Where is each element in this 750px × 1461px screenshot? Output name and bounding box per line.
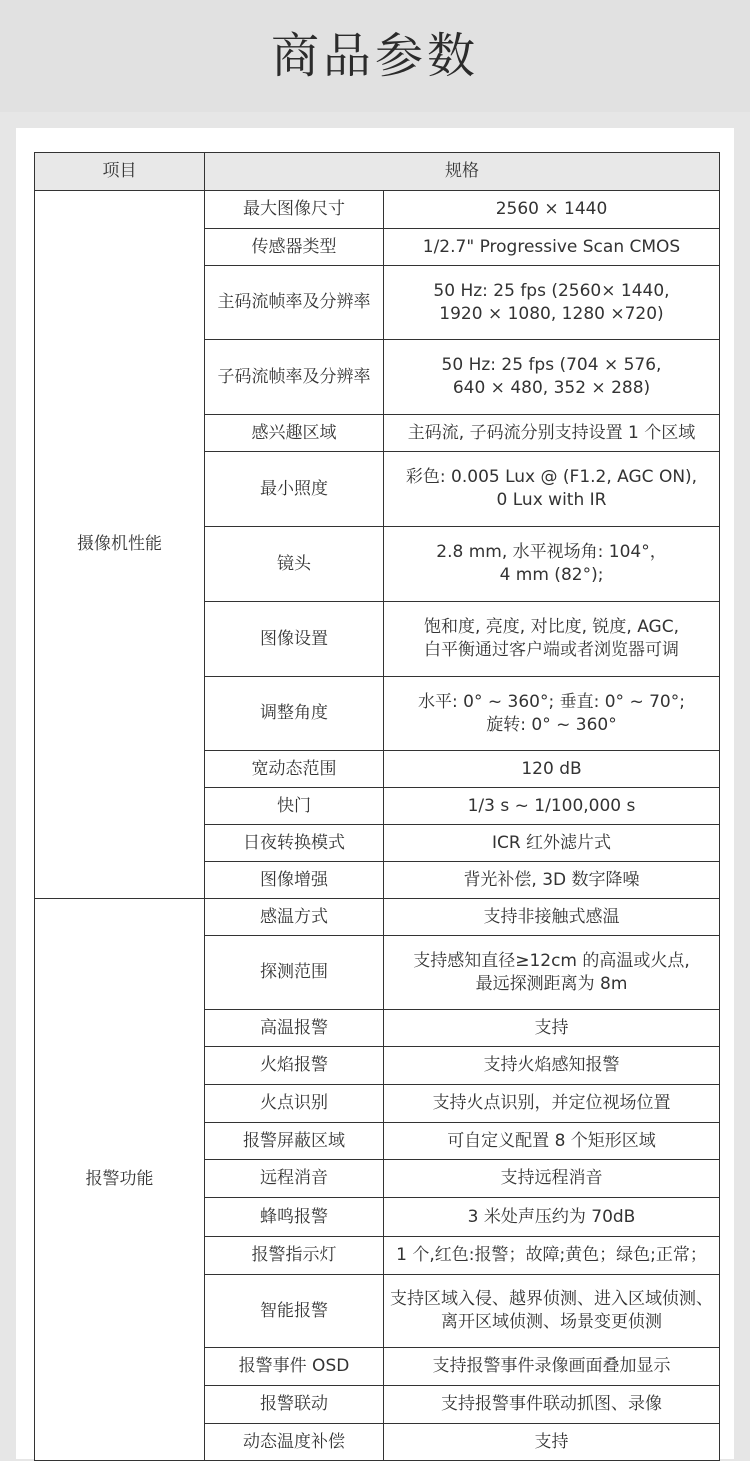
spec-table	[34, 152, 720, 1461]
row-value: 支持报警事件联动抓图、录像	[384, 1386, 720, 1424]
row-value: 1/2.7" Progressive Scan CMOS	[384, 229, 720, 266]
row-value: 50 Hz: 25 fps (2560× 1440, 1920 × 1080, 1280 ×720)	[384, 266, 720, 340]
row-label: 日夜转换模式	[205, 825, 384, 862]
row-label: 快门	[205, 788, 384, 825]
row-label: 报警事件 OSD	[205, 1348, 384, 1386]
row-value: 彩色: 0.005 Lux @ (F1.2, AGC ON), 0 Lux with IR	[384, 452, 720, 527]
row-label: 最小照度	[205, 452, 384, 527]
row-value: 支持感知直径≥12cm 的高温或火点, 最远探测距离为 8m	[384, 936, 720, 1010]
row-label: 报警屏蔽区域	[205, 1123, 384, 1160]
row-value: 支持远程消音	[384, 1160, 720, 1198]
row-value: 3 米处声压约为 70dB	[384, 1198, 720, 1237]
row-label: 报警指示灯	[205, 1237, 384, 1275]
row-value: 支持区域入侵、越界侦测、进入区域侦测、 离开区域侦测、场景变更侦测	[384, 1275, 720, 1348]
table-row	[35, 899, 720, 936]
row-label: 智能报警	[205, 1275, 384, 1348]
row-label: 调整角度	[205, 677, 384, 751]
row-label: 报警联动	[205, 1386, 384, 1424]
row-label: 高温报警	[205, 1010, 384, 1047]
group-name: 报警功能	[35, 899, 205, 1461]
row-label: 子码流帧率及分辨率	[205, 340, 384, 415]
row-value: 支持火焰感知报警	[384, 1047, 720, 1085]
table-row	[35, 191, 720, 229]
row-label: 主码流帧率及分辨率	[205, 266, 384, 340]
row-label: 探测范围	[205, 936, 384, 1010]
row-value: 50 Hz: 25 fps (704 × 576, 640 × 480, 352 × 288)	[384, 340, 720, 415]
header-item: 项目	[35, 153, 205, 191]
row-value: 支持	[384, 1010, 720, 1047]
row-label: 镜头	[205, 527, 384, 602]
row-label: 火点识别	[205, 1085, 384, 1123]
row-value: 支持非接触式感温	[384, 899, 720, 936]
row-value: 1/3 s ~ 1/100,000 s	[384, 788, 720, 825]
row-label: 感温方式	[205, 899, 384, 936]
page-header	[0, 0, 750, 112]
row-value: 120 dB	[384, 751, 720, 788]
row-value: 2560 × 1440	[384, 191, 720, 229]
row-value: ICR 红外滤片式	[384, 825, 720, 862]
row-label: 宽动态范围	[205, 751, 384, 788]
row-value: 饱和度, 亮度, 对比度, 锐度, AGC, 白平衡通过客户端或者浏览器可调	[384, 602, 720, 677]
page-title: 商品参数	[270, 28, 479, 84]
header-spec: 规格	[205, 153, 720, 191]
row-label: 最大图像尺寸	[205, 191, 384, 229]
row-label: 动态温度补偿	[205, 1424, 384, 1461]
row-label: 远程消音	[205, 1160, 384, 1198]
row-value: 支持报警事件录像画面叠加显示	[384, 1348, 720, 1386]
row-label: 蜂鸣报警	[205, 1198, 384, 1237]
row-label: 传感器类型	[205, 229, 384, 266]
row-value: 水平: 0° ~ 360°; 垂直: 0° ~ 70°; 旋转: 0° ~ 360°	[384, 677, 720, 751]
row-label: 火焰报警	[205, 1047, 384, 1085]
row-label: 图像增强	[205, 862, 384, 899]
row-value: 支持火点识别，并定位视场位置	[384, 1085, 720, 1123]
row-value: 可自定义配置 8 个矩形区域	[384, 1123, 720, 1160]
group-name: 摄像机性能	[35, 191, 205, 899]
row-value: 2.8 mm, 水平视场角: 104°， 4 mm (82°);	[384, 527, 720, 602]
row-value: 支持	[384, 1424, 720, 1461]
row-label: 感兴趣区域	[205, 415, 384, 452]
table-header-row	[35, 153, 720, 191]
row-value: 主码流, 子码流分别支持设置 1 个区域	[384, 415, 720, 452]
row-value: 背光补偿, 3D 数字降噪	[384, 862, 720, 899]
row-label: 图像设置	[205, 602, 384, 677]
row-value: 1 个,红色:报警；故障;黄色；绿色;正常；	[384, 1237, 720, 1275]
